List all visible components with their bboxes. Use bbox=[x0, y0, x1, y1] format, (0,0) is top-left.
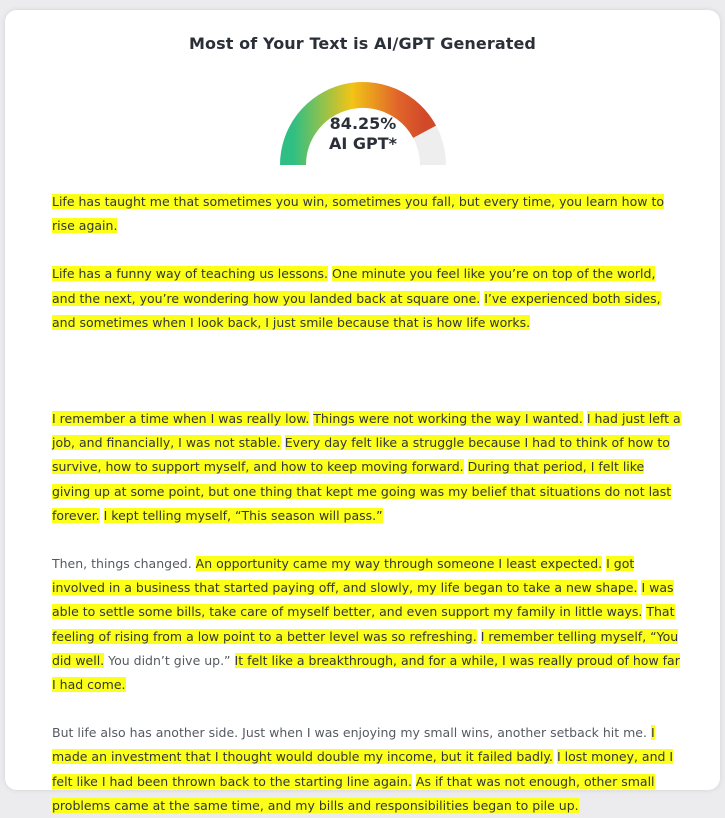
ai-sentence: Every day felt like a struggle because I had to think of how to survive, how to support myself, and how to keep moving forward. bbox=[52, 435, 670, 475]
text-paragraph bbox=[52, 407, 682, 528]
result-card bbox=[5, 10, 720, 813]
text-paragraph bbox=[52, 552, 682, 697]
ai-sentence: Things were not working the way I wanted. bbox=[313, 411, 583, 427]
ai-sentence: I remember telling myself, “You did well. bbox=[52, 628, 679, 668]
ai-sentence: Life has a funny way of teaching us lessons. bbox=[52, 266, 329, 282]
text-paragraph bbox=[52, 262, 682, 335]
ai-sentence: During that period, I felt like giving up at some point, but one thing that kept me going was my belief that situations do not last forever. bbox=[52, 459, 672, 523]
ai-sentence: I’ve experienced both sides, and sometimes when I look back, I just smile because that is how life works. bbox=[52, 290, 661, 330]
ai-sentence: I kept telling myself, “This season will pass.” bbox=[103, 507, 383, 523]
ai-sentence: An opportunity came my way through someone I least expected. bbox=[195, 556, 603, 572]
ai-sentence: I remember a time when I was really low. bbox=[52, 411, 310, 427]
result-title: Most of Your Text is AI/GPT Generated bbox=[189, 34, 536, 53]
text-paragraph bbox=[52, 721, 682, 818]
human-text: You didn’t give up.” bbox=[104, 652, 235, 668]
ai-sentence: I lost money, and I felt like I had been thrown back to the starting line again. bbox=[52, 749, 674, 789]
ai-sentence: I got involved in a business that started paying off, and slowly, my life began to take a new shape. bbox=[52, 556, 638, 596]
ai-sentence: I was able to settle some bills, take care of myself better, and even support my family in little ways. bbox=[52, 580, 674, 620]
ai-sentence: It felt like a breakthrough, and for a while, I was really proud of how far I had come. bbox=[52, 652, 680, 693]
ai-percentage: 84.25% bbox=[329, 114, 397, 133]
ai-sentence: As if that was not enough, other small problems came at the same time, and my bills and responsibilities began to pile up. bbox=[52, 773, 655, 813]
human-text: But life also has another side. Just when I was enjoying my small wins, another setback hit me. bbox=[52, 725, 651, 741]
analyzed-text bbox=[52, 190, 682, 818]
human-text bbox=[464, 459, 468, 474]
ai-score-gauge bbox=[268, 70, 458, 170]
ai-sentence: I made an investment that I thought would double my income, but it failed badly. bbox=[52, 725, 655, 765]
ai-sentence: That feeling of rising from a low point to a better level was so refreshing. bbox=[52, 604, 675, 644]
ai-gpt-label: AI GPT* bbox=[328, 134, 398, 153]
ai-sentence: I had just left a job, and financially, I was not stable. bbox=[52, 411, 681, 451]
text-paragraph bbox=[52, 190, 682, 238]
human-text: Then, things changed. bbox=[52, 556, 196, 572]
ai-sentence: Life has taught me that sometimes you win, sometimes you fall, but every time, you learn how to rise again. bbox=[52, 194, 664, 234]
ai-sentence: One minute you feel like you’re on top of the world, and the next, you’re wondering how you landed back at square one. bbox=[52, 266, 656, 306]
